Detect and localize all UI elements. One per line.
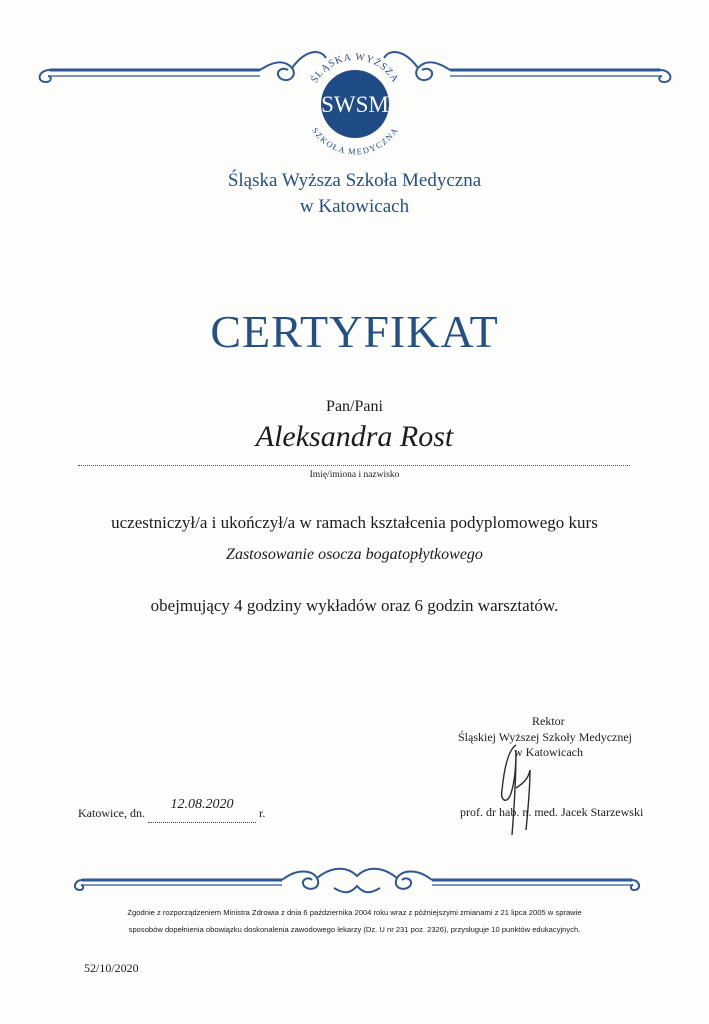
legal-line1: Zgodnie z rozporządzeniem Ministra Zdrowia z dnia 6 października 2004 roku wraz z późniejszymi zmianami z 21 lipca 2005 w sprawie <box>127 908 582 917</box>
signer-name: prof. dr hab. n. med. Jacek Starzewski <box>460 805 644 819</box>
bottom-ornament <box>72 862 642 902</box>
certificate-number: 52/10/2020 <box>84 961 139 975</box>
legal-line2: sposobów dopełnienia obowiązku doskonalenia zawodowego lekarzy (Dz. U nr 231 poz. 2326), przysługuje 10 punktów edukacyjnych. <box>128 925 581 934</box>
signature-role: Rektor <box>532 714 565 728</box>
salutation: Pan/Pani <box>326 398 383 415</box>
place-date-suffix: r. <box>258 806 266 820</box>
course-name: Zastosowanie osocza bogatopłytkowego <box>226 546 483 563</box>
logo-abbr: SWSM <box>321 92 389 117</box>
school-name-line1: Śląska Wyższa Szkoła Medyczna <box>227 170 482 191</box>
recipient-name: Aleksandra Rost <box>255 420 454 453</box>
school-name-line2: w Katowicach <box>299 196 410 217</box>
name-dotted-line <box>78 465 630 466</box>
place-date <box>78 797 266 823</box>
logo-arc-bottom: SZKOŁA MEDYCZNA <box>310 125 400 157</box>
place-date-prefix: Katowice, dn. <box>78 806 145 820</box>
date-value: 12.08.2020 <box>170 797 234 812</box>
logo-arc-top: ŚLĄSKA WYŻSZA <box>309 51 401 86</box>
swsm-logo <box>293 42 417 166</box>
place-date-date <box>148 797 256 823</box>
certificate-title: CERTYFIKAT <box>210 306 499 357</box>
hours-text: obejmujący 4 godziny wykładów oraz 6 godzin warsztatów. <box>150 596 559 615</box>
signature-institution-line2: w Katowicach <box>514 745 583 759</box>
completion-text: uczestniczył/a i ukończył/a w ramach kształcenia podyplomowego kurs <box>111 513 598 532</box>
signature-institution-line1: Śląskiej Wyższej Szkoły Medycznej <box>458 730 633 744</box>
name-caption: Imię/imiona i nazwisko <box>309 470 400 480</box>
handwritten-signature <box>486 740 546 840</box>
